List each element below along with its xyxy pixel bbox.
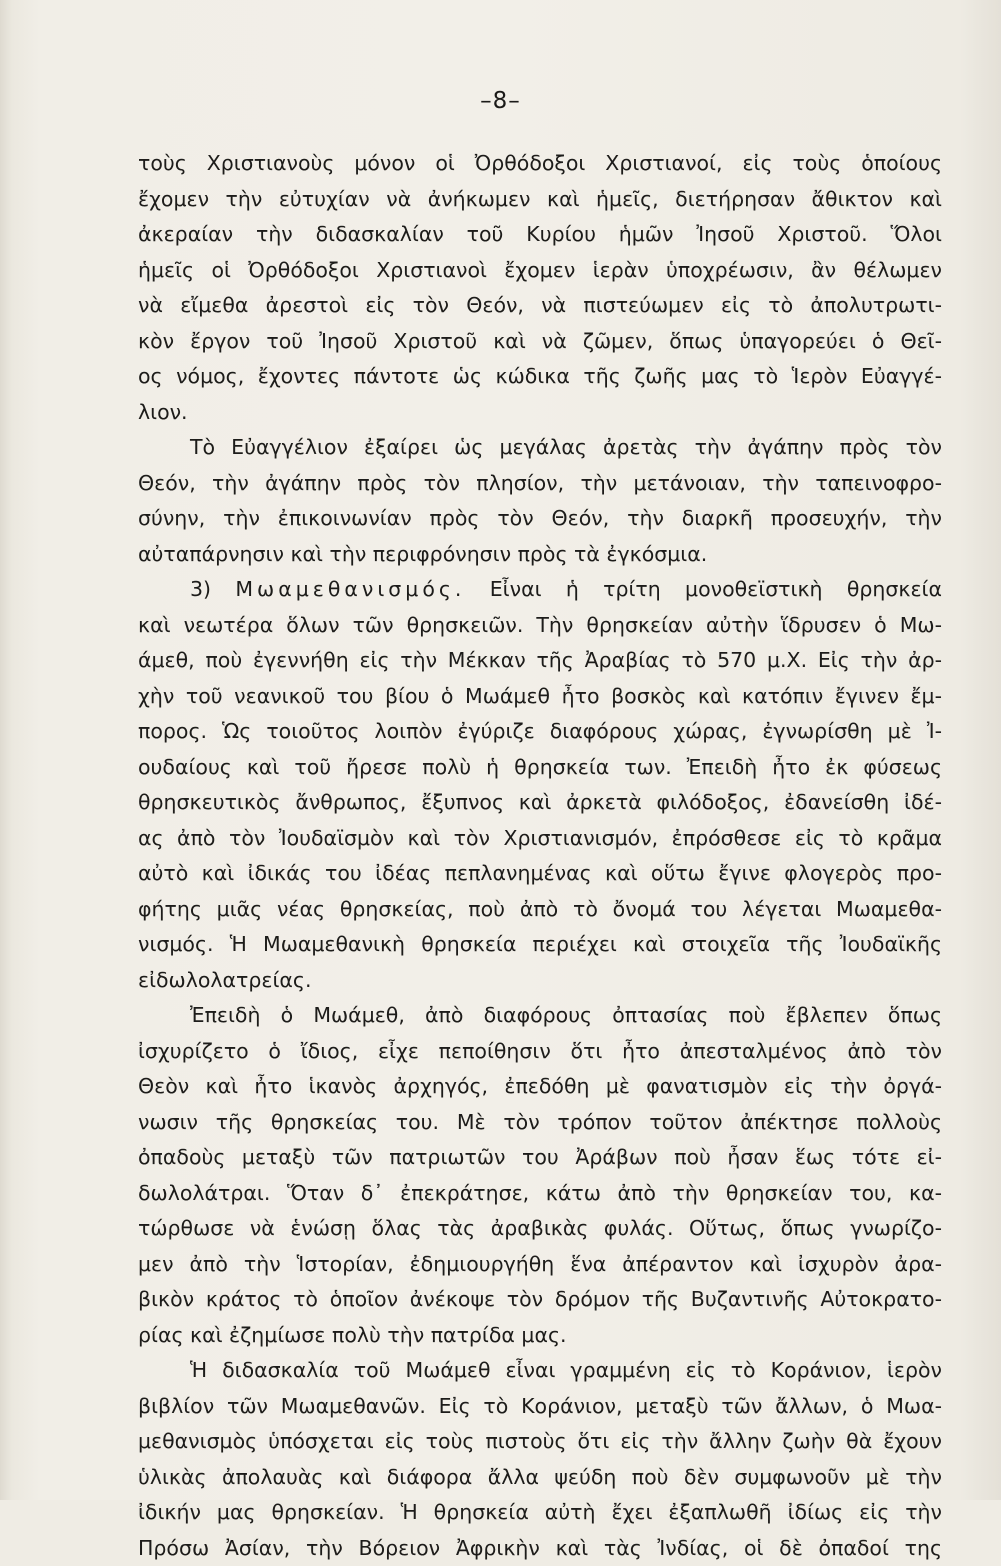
- text-line: νὰ εἴμεθα ἀρεστοὶ εἰς τὸν Θεόν, νὰ πιστεύωμεν εἰς τὸ ἀπολυτρωτι-: [138, 288, 942, 324]
- text-line: Τὸ Εὐαγγέλιον ἐξαίρει ὡς μεγάλας ἀρετὰς τὴν ἀγάπην πρὸς τὸν: [138, 430, 942, 466]
- text-line: ὀπαδοὺς μεταξὺ τῶν πατριωτῶν του Ἀράβων ποὺ ἦσαν ἕως τότε εἰ-: [138, 1140, 942, 1176]
- text-line-remainder: Εἶναι ἡ τρίτη μονοθεϊστικὴ θρησκεία: [465, 577, 942, 601]
- text-line: σύνην, τὴν ἐπικοινωνίαν πρὸς τὸν Θεόν, τὴν διαρκῆ προσευχήν, τὴν: [138, 501, 942, 537]
- text-line: ουδαίους καὶ τοῦ ἤρεσε πολὺ ἡ θρησκεία των. Ἐπειδὴ ἦτο ἐκ φύσεως: [138, 750, 942, 786]
- text-line: εἰδωλολατρείας.: [138, 963, 942, 999]
- text-line: αὐτὸ καὶ ἰδικάς του ἰδέας πεπλανημένας καὶ οὕτω ἔγινε φλογερὸς προ-: [138, 856, 942, 892]
- text-line: δωλολάτραι. Ὅταν δ᾽ ἐπεκράτησε, κάτω ἀπὸ τὴν θρησκείαν του, κα-: [138, 1176, 942, 1212]
- text-line: μεθανισμὸς ὑπόσχεται εἰς τοὺς πιστοὺς ὅτι εἰς τὴν ἄλλην ζωὴν θὰ ἔχουν: [138, 1424, 942, 1460]
- text-line: Ἐπειδὴ ὁ Μωάμεθ, ἀπὸ διαφόρους ὀπτασίας ποὺ ἔβλεπεν ὅπως: [138, 998, 942, 1034]
- text-line: βικὸν κράτος τὸ ὁποῖον ἀνέκοψε τὸν δρόμον τῆς Βυζαντινῆς Αὐτοκρατο-: [138, 1282, 942, 1318]
- text-line: νωσιν τῆς θρησκείας του. Μὲ τὸν τρόπον τοῦτον ἀπέκτησε πολλοὺς: [138, 1105, 942, 1141]
- text-line: πορος. Ὡς τοιοῦτος λοιπὸν ἐγύριζε διαφόρους χώρας, ἐγνωρίσθη μὲ Ἰ-: [138, 714, 942, 750]
- text-line: λιον.: [138, 395, 942, 431]
- text-line: θρησκευτικὸς ἄνθρωπος, ἔξυπνος καὶ ἀρκετὰ φιλόδοξος, ἐδανείσθη ἰδέ-: [138, 785, 942, 821]
- text-line: βιβλίον τῶν Μωαμεθανῶν. Εἰς τὸ Κοράνιον, μεταξὺ τῶν ἄλλων, ὁ Μωα-: [138, 1389, 942, 1425]
- text-line: Πρόσω Ἀσίαν, τὴν Βόρειον Ἀφρικὴν καὶ τὰς Ἰνδίας, οἱ δὲ ὀπαδοί της: [138, 1531, 942, 1566]
- text-line: νισμός. Ἡ Μωαμεθανικὴ θρησκεία περιέχει καὶ στοιχεῖα τῆς Ἰουδαϊκῆς: [138, 927, 942, 963]
- text-line: αὐταπάρνησιν καὶ τὴν περιφρόνησιν πρὸς τὰ ἐγκόσμια.: [138, 537, 942, 573]
- section-heading-line: [138, 572, 942, 608]
- text-line: καὶ νεωτέρα ὅλων τῶν θρησκειῶν. Τὴν θρησκείαν αὐτὴν ἵδρυσεν ὁ Μω-: [138, 608, 942, 644]
- text-line: ρίας καὶ ἐζημίωσε πολὺ τὴν πατρίδα μας.: [138, 1318, 942, 1354]
- text-line: χὴν τοῦ νεανικοῦ του βίου ὁ Μωάμεθ ἦτο βοσκὸς καὶ κατόπιν ἔγινεν ἔμ-: [138, 679, 942, 715]
- page-number: –8–: [0, 88, 1001, 114]
- text-line: ος νόμος, ἔχοντες πάντοτε ὡς κώδικα τῆς ζωῆς μας τὸ Ἱερὸν Εὐαγγέ-: [138, 359, 942, 395]
- text-line: Ἡ διδασκαλία τοῦ Μωάμεθ εἶναι γραμμένη εἰς τὸ Κοράνιον, ἱερὸν: [138, 1353, 942, 1389]
- text-line: Θεὸν καὶ ἦτο ἱκανὸς ἀρχηγός, ἐπεδόθη μὲ φανατισμὸν εἰς τὴν ὀργά-: [138, 1069, 942, 1105]
- text-line: ἀκεραίαν τὴν διδασκαλίαν τοῦ Κυρίου ἡμῶν Ἰησοῦ Χριστοῦ. Ὅλοι: [138, 217, 942, 253]
- section-title: Μωαμεθανισμός.: [235, 577, 465, 601]
- section-number: 3): [190, 577, 235, 601]
- text-line: ἡμεῖς οἱ Ὀρθόδοξοι Χριστιανοὶ ἔχομεν ἱερὰν ὑποχρέωσιν, ἂν θέλωμεν: [138, 253, 942, 289]
- body-text: [138, 146, 942, 1566]
- text-line: ἔχομεν τὴν εὐτυχίαν νὰ ἀνήκωμεν καὶ ἡμεῖς, διετήρησαν ἄθικτον καὶ: [138, 182, 942, 218]
- text-line: τώρθωσε νὰ ἑνώσῃ ὅλας τὰς ἀραβικὰς φυλάς. Οὕτως, ὅπως γνωρίζο-: [138, 1211, 942, 1247]
- text-line: ας ἀπὸ τὸν Ἰουδαϊσμὸν καὶ τὸν Χριστιανισμόν, ἐπρόσθεσε εἰς τὸ κρᾶμα: [138, 821, 942, 857]
- text-line: κὸν ἔργον τοῦ Ἰησοῦ Χριστοῦ καὶ νὰ ζῶμεν, ὅπως ὑπαγορεύει ὁ Θεῖ-: [138, 324, 942, 360]
- text-line: φήτης μιᾶς νέας θρησκείας, ποὺ ἀπὸ τὸ ὄνομά του λέγεται Μωαμεθα-: [138, 892, 942, 928]
- text-line: μεν ἀπὸ τὴν Ἱστορίαν, ἐδημιουργήθη ἕνα ἀπέραντον καὶ ἰσχυρὸν ἀρα-: [138, 1247, 942, 1283]
- text-line: ἰσχυρίζετο ὁ ἴδιος, εἶχε πεποίθησιν ὅτι ἦτο ἀπεσταλμένος ἀπὸ τὸν: [138, 1034, 942, 1070]
- text-line: ὑλικὰς ἀπολαυὰς καὶ διάφορα ἄλλα ψεύδη ποὺ δὲν συμφωνοῦν μὲ τὴν: [138, 1460, 942, 1496]
- text-line: άμεθ, ποὺ ἐγεννήθη εἰς τὴν Μέκκαν τῆς Ἀραβίας τὸ 570 μ.Χ. Εἰς τὴν ἀρ-: [138, 643, 942, 679]
- text-line: τοὺς Χριστιανοὺς μόνον οἱ Ὀρθόδοξοι Χριστιανοί, εἰς τοὺς ὁποίους: [138, 146, 942, 182]
- text-line: ἰδικήν μας θρησκείαν. Ἡ θρησκεία αὐτὴ ἔχει ἐξαπλωθῆ ἰδίως εἰς τὴν: [138, 1495, 942, 1531]
- text-line: Θεόν, τὴν ἀγάπην πρὸς τὸν πλησίον, τὴν μετάνοιαν, τὴν ταπεινοφρο-: [138, 466, 942, 502]
